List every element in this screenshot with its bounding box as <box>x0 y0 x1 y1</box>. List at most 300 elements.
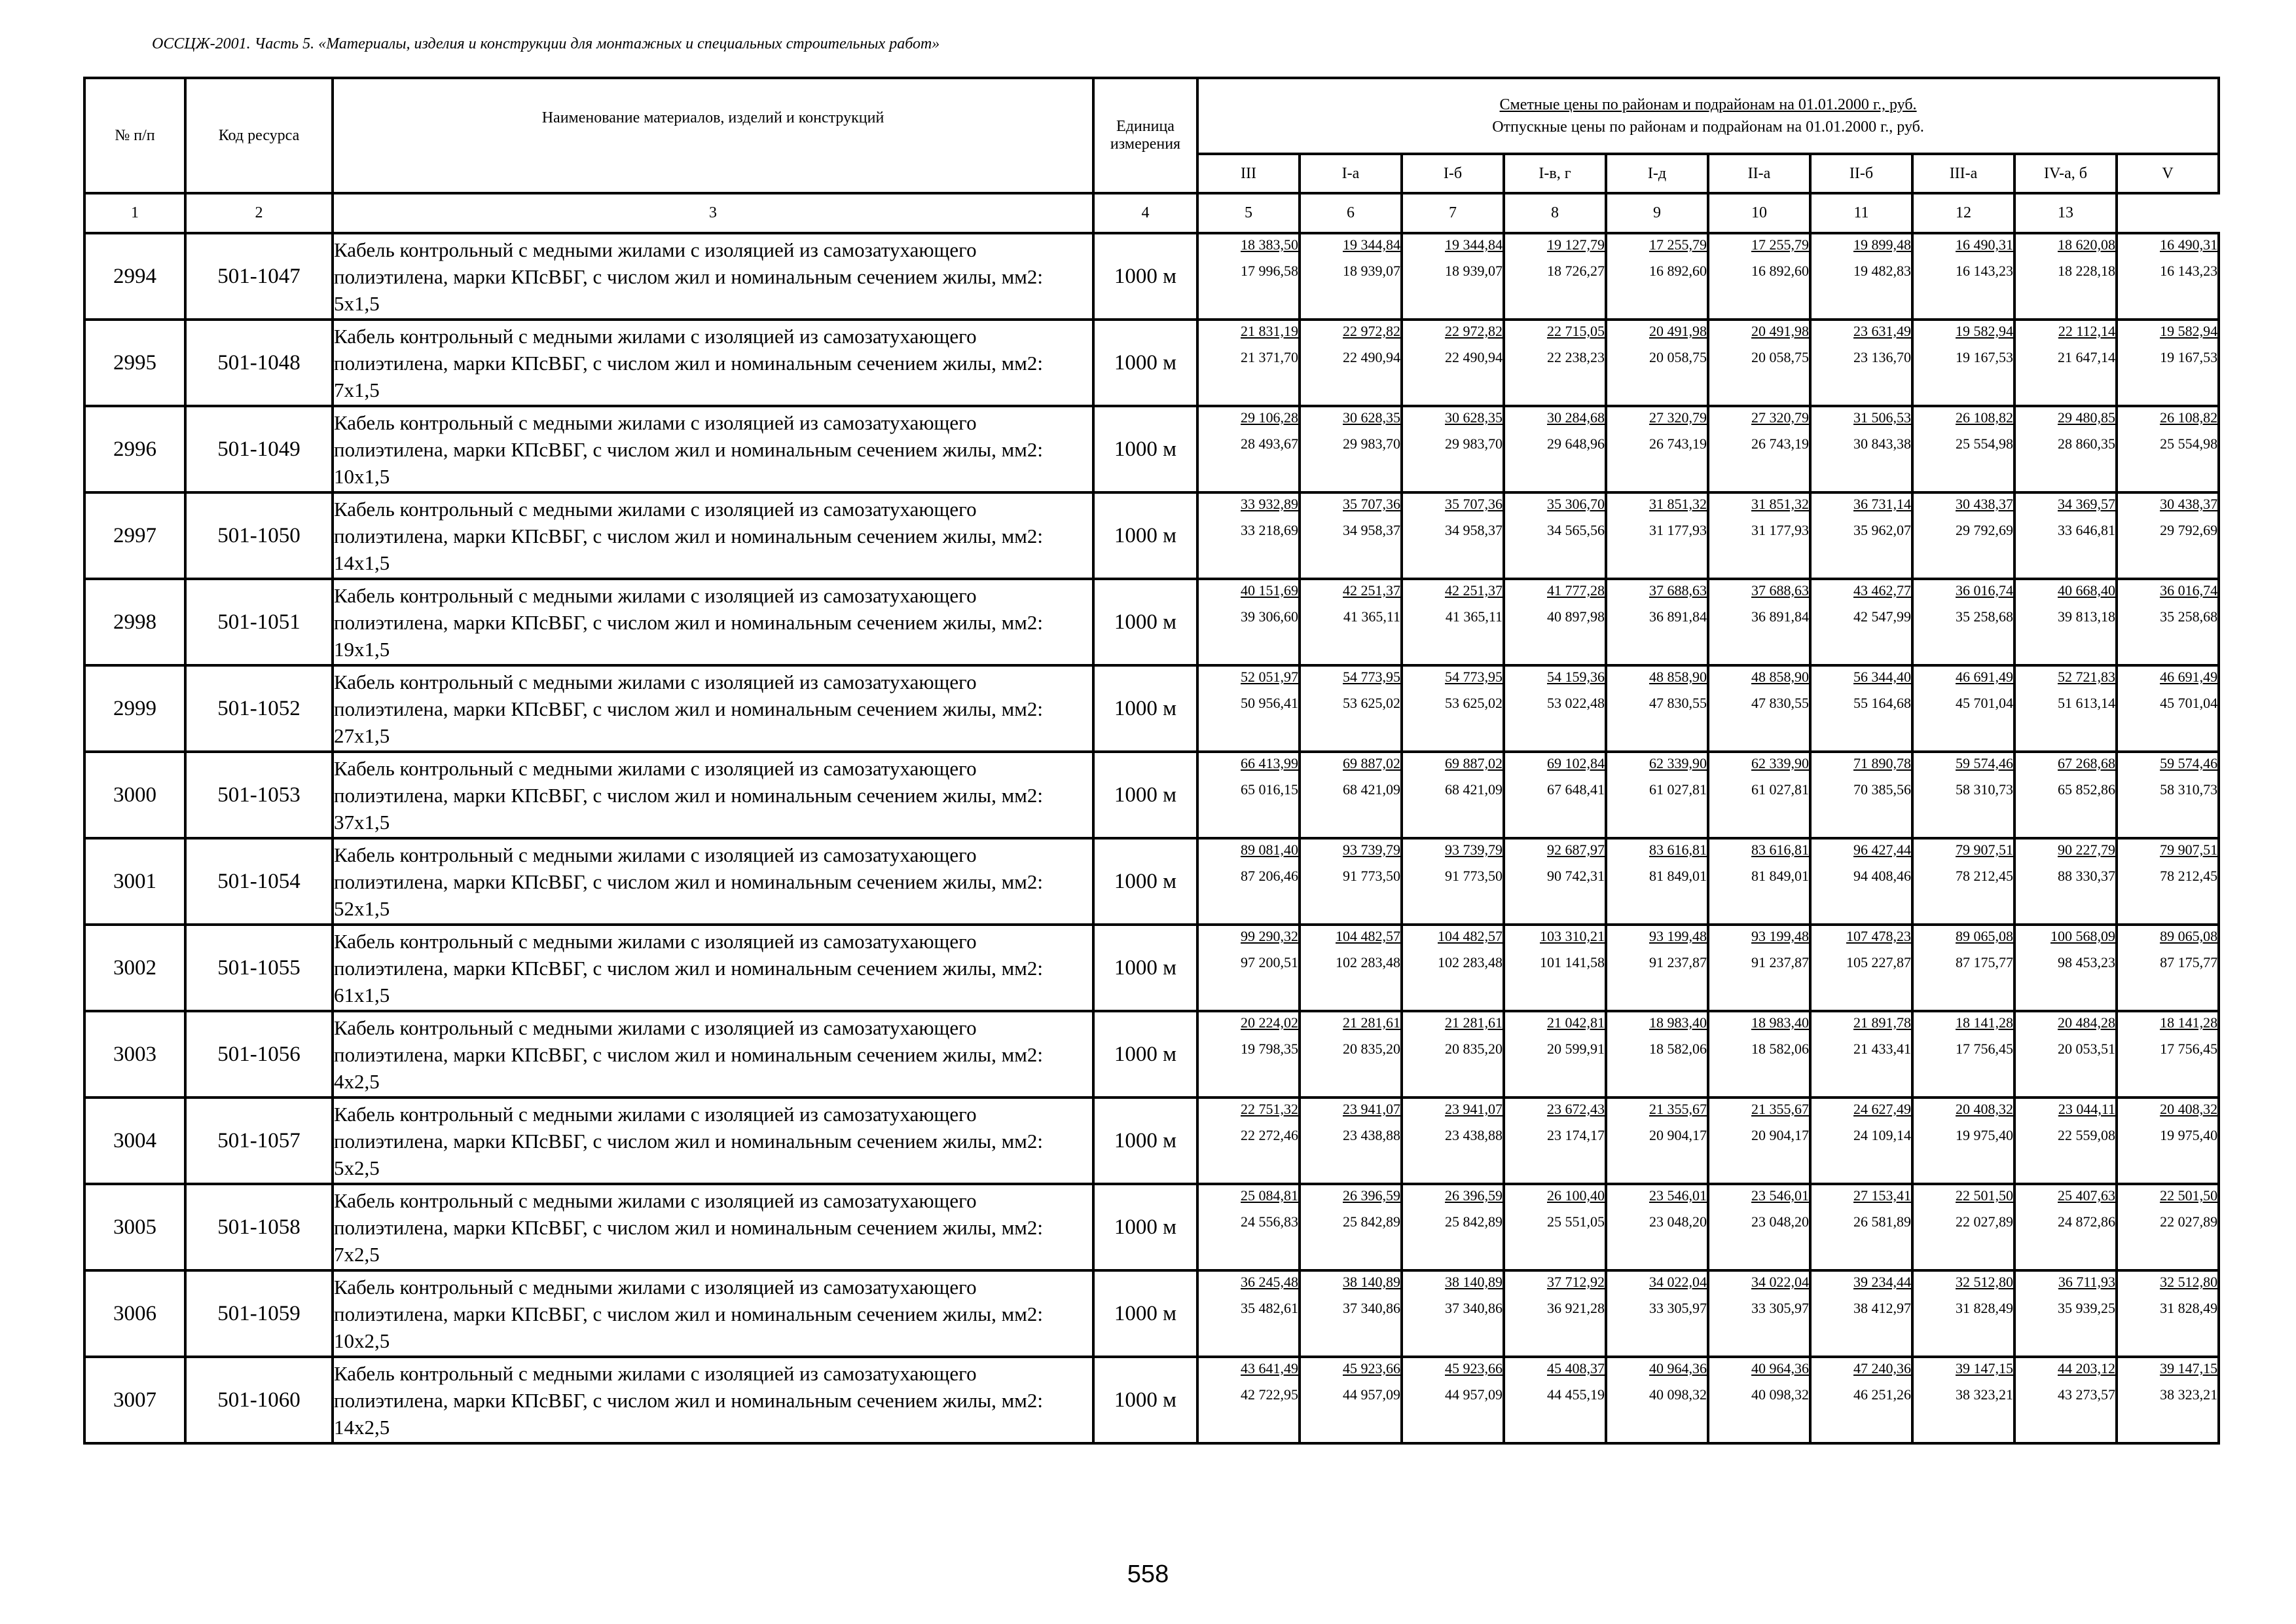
header-name: Наименование материалов, изделий и конструкций <box>333 78 1093 193</box>
estimated-price: 25 407,63 <box>2058 1187 2115 1204</box>
estimated-price: 27 153,41 <box>1853 1187 1911 1204</box>
estimated-price: 26 108,82 <box>2160 409 2218 426</box>
release-price: 24 556,83 <box>1241 1213 1298 1230</box>
price-cell <box>1912 752 2014 838</box>
price-cell <box>2014 233 2117 320</box>
release-price: 37 340,86 <box>1343 1300 1400 1316</box>
estimated-price: 45 923,66 <box>1343 1360 1400 1376</box>
price-cell <box>1708 1357 1810 1443</box>
release-price: 31 828,49 <box>1956 1300 2013 1316</box>
release-price: 16 892,60 <box>1649 263 1707 279</box>
estimated-price: 22 501,50 <box>2160 1187 2218 1204</box>
estimated-price: 33 932,89 <box>1241 496 1298 512</box>
header-unit: Единица измерения <box>1093 78 1197 193</box>
estimated-price: 54 159,36 <box>1547 669 1605 685</box>
price-cell <box>1504 320 1606 406</box>
price-cell <box>1810 1098 1912 1184</box>
estimated-price: 30 438,37 <box>1956 496 2013 512</box>
price-cell <box>1300 752 1402 838</box>
estimated-price: 22 972,82 <box>1445 323 1503 339</box>
estimated-price: 48 858,90 <box>1649 669 1707 685</box>
price-cell <box>1912 1011 2014 1098</box>
release-price: 23 048,20 <box>1649 1213 1707 1230</box>
price-cell <box>1606 1011 1708 1098</box>
estimated-price: 83 616,81 <box>1751 841 1809 858</box>
estimated-price: 45 408,37 <box>1547 1360 1605 1376</box>
estimated-price: 21 355,67 <box>1649 1101 1707 1117</box>
price-cell <box>1402 579 1504 665</box>
price-cell <box>1810 1270 1912 1357</box>
release-price: 53 022,48 <box>1547 695 1605 711</box>
estimated-price: 20 224,02 <box>1241 1014 1298 1031</box>
price-cell <box>1810 492 1912 579</box>
release-price: 30 843,38 <box>1853 435 1911 452</box>
price-cell <box>2014 406 2117 492</box>
release-price: 16 143,23 <box>2160 263 2218 279</box>
estimated-price: 18 383,50 <box>1241 236 1298 253</box>
estimated-price: 37 688,63 <box>1649 582 1707 599</box>
release-price: 21 371,70 <box>1241 349 1298 365</box>
estimated-price: 69 887,02 <box>1343 755 1400 771</box>
price-cell <box>2117 1098 2219 1184</box>
release-price: 19 167,53 <box>2160 349 2218 365</box>
price-cell <box>1197 1184 1300 1270</box>
price-cell <box>1708 492 1810 579</box>
price-cell <box>2014 1098 2117 1184</box>
estimated-price: 20 491,98 <box>1649 323 1707 339</box>
table-row <box>84 492 2219 579</box>
estimated-price: 23 546,01 <box>1751 1187 1809 1204</box>
release-price: 22 490,94 <box>1445 349 1503 365</box>
price-cell <box>2117 1184 2219 1270</box>
unit-of-measure: 1000 м <box>1093 1270 1197 1357</box>
price-cell <box>1606 1357 1708 1443</box>
release-price: 61 027,81 <box>1649 781 1707 798</box>
price-cell <box>1810 1011 1912 1098</box>
price-cell <box>1402 665 1504 752</box>
estimated-price: 93 199,48 <box>1751 928 1809 944</box>
release-price: 98 453,23 <box>2058 954 2115 970</box>
price-cell <box>1810 1184 1912 1270</box>
price-cell <box>1912 1270 2014 1357</box>
price-cell <box>1197 579 1300 665</box>
price-cell <box>1810 579 1912 665</box>
price-cell <box>1912 579 2014 665</box>
estimated-price: 35 707,36 <box>1445 496 1503 512</box>
release-price: 34 565,56 <box>1547 522 1605 538</box>
price-cell <box>1504 233 1606 320</box>
release-price: 87 175,77 <box>1956 954 2013 970</box>
page-number: 558 <box>1127 1560 1169 1588</box>
price-cell <box>1708 406 1810 492</box>
estimated-price: 93 199,48 <box>1649 928 1707 944</box>
release-price: 29 648,96 <box>1547 435 1605 452</box>
price-cell <box>1402 1011 1504 1098</box>
release-price: 25 554,98 <box>1956 435 2013 452</box>
table-row <box>84 320 2219 406</box>
estimated-price: 100 568,09 <box>2050 928 2115 944</box>
estimated-price: 19 582,94 <box>1956 323 2013 339</box>
estimated-price: 20 408,32 <box>1956 1101 2013 1117</box>
table-row <box>84 665 2219 752</box>
price-cell <box>1810 1357 1912 1443</box>
release-price: 28 860,35 <box>2058 435 2115 452</box>
release-price: 25 842,89 <box>1343 1213 1400 1230</box>
release-price: 65 852,86 <box>2058 781 2115 798</box>
header-prices <box>1197 78 2219 154</box>
price-cell <box>1402 838 1504 925</box>
price-cell <box>1197 406 1300 492</box>
price-cell <box>1810 752 1912 838</box>
release-price: 31 828,49 <box>2160 1300 2218 1316</box>
estimated-price: 19 127,79 <box>1547 236 1605 253</box>
estimated-price: 56 344,40 <box>1853 669 1911 685</box>
price-cell <box>2014 838 2117 925</box>
estimated-price: 29 480,85 <box>2058 409 2115 426</box>
estimated-price: 92 687,97 <box>1547 841 1605 858</box>
unit-of-measure: 1000 м <box>1093 1098 1197 1184</box>
estimated-price: 26 100,40 <box>1547 1187 1605 1204</box>
release-price: 16 892,60 <box>1751 263 1809 279</box>
price-cell <box>1606 320 1708 406</box>
price-cell <box>1810 406 1912 492</box>
release-price: 29 792,69 <box>1956 522 2013 538</box>
release-price: 78 212,45 <box>1956 868 2013 884</box>
region-header: III-а <box>1912 154 2014 193</box>
row-number: 3006 <box>84 1270 185 1357</box>
release-price: 40 897,98 <box>1547 608 1605 625</box>
release-price: 40 098,32 <box>1751 1386 1809 1403</box>
price-cell <box>1912 320 2014 406</box>
release-price: 33 305,97 <box>1751 1300 1809 1316</box>
price-cell <box>1708 665 1810 752</box>
row-number: 2994 <box>84 233 185 320</box>
price-cell <box>1402 752 1504 838</box>
estimated-price: 39 234,44 <box>1853 1274 1911 1290</box>
price-cell <box>1402 1357 1504 1443</box>
price-cell <box>1197 1011 1300 1098</box>
price-cell <box>1402 1270 1504 1357</box>
release-price: 23 438,88 <box>1445 1127 1503 1143</box>
release-price: 68 421,09 <box>1343 781 1400 798</box>
price-cell <box>1912 406 2014 492</box>
release-price: 29 983,70 <box>1343 435 1400 452</box>
estimated-price: 22 112,14 <box>2058 323 2115 339</box>
price-cell <box>1912 233 2014 320</box>
estimated-price: 59 574,46 <box>2160 755 2218 771</box>
resource-code: 501-1055 <box>185 925 333 1011</box>
release-price: 87 206,46 <box>1241 868 1298 884</box>
estimated-price: 36 731,14 <box>1853 496 1911 512</box>
price-cell <box>1300 233 1402 320</box>
column-number: 13 <box>2014 193 2117 233</box>
material-name: Кабель контрольный с медными жилами с изоляцией из самозатухающего полиэтилена, марки КПсВБГ, с числом жил и номинальным сечением жилы, мм2: 7х1,5 <box>333 320 1093 406</box>
material-name: Кабель контрольный с медными жилами с изоляцией из самозатухающего полиэтилена, марки КПсВБГ, с числом жил и номинальным сечением жилы, мм2: 14х2,5 <box>333 1357 1093 1443</box>
release-price: 35 482,61 <box>1241 1300 1298 1316</box>
unit-of-measure: 1000 м <box>1093 752 1197 838</box>
release-price: 20 058,75 <box>1649 349 1707 365</box>
estimated-price: 46 691,49 <box>1956 669 2013 685</box>
unit-of-measure: 1000 м <box>1093 838 1197 925</box>
estimated-price: 46 691,49 <box>2160 669 2218 685</box>
release-price: 25 842,89 <box>1445 1213 1503 1230</box>
header-resource-code: Код ресурса <box>185 78 333 193</box>
estimated-price: 104 482,57 <box>1336 928 1400 944</box>
price-cell <box>2117 1357 2219 1443</box>
release-price: 58 310,73 <box>1956 781 2013 798</box>
price-cell <box>2014 1184 2117 1270</box>
row-number: 3000 <box>84 752 185 838</box>
region-header: I-а <box>1300 154 1402 193</box>
release-price: 39 813,18 <box>2058 608 2115 625</box>
release-price: 26 743,19 <box>1751 435 1809 452</box>
price-cell <box>1504 1270 1606 1357</box>
estimated-price: 24 627,49 <box>1853 1101 1911 1117</box>
price-cell <box>2014 1270 2117 1357</box>
release-price: 90 742,31 <box>1547 868 1605 884</box>
estimated-price: 17 255,79 <box>1751 236 1809 253</box>
price-cell <box>2117 752 2219 838</box>
release-price: 55 164,68 <box>1853 695 1911 711</box>
estimated-price: 27 320,79 <box>1649 409 1707 426</box>
release-price: 61 027,81 <box>1751 781 1809 798</box>
estimated-price: 18 141,28 <box>2160 1014 2218 1031</box>
estimated-price: 21 042,81 <box>1547 1014 1605 1031</box>
release-price: 81 849,01 <box>1751 868 1809 884</box>
price-cell <box>1402 320 1504 406</box>
price-cell <box>1606 406 1708 492</box>
estimated-price: 36 711,93 <box>2058 1274 2115 1290</box>
price-cell <box>1708 752 1810 838</box>
price-cell <box>1504 492 1606 579</box>
price-cell <box>1708 1270 1810 1357</box>
price-cell <box>1810 925 1912 1011</box>
unit-of-measure: 1000 м <box>1093 579 1197 665</box>
estimated-price: 36 016,74 <box>2160 582 2218 599</box>
region-header: IV-а, б <box>2014 154 2117 193</box>
material-name: Кабель контрольный с медными жилами с изоляцией из самозатухающего полиэтилена, марки КПсВБГ, с числом жил и номинальным сечением жилы, мм2: 27х1,5 <box>333 665 1093 752</box>
release-price: 24 872,86 <box>2058 1213 2115 1230</box>
release-price: 67 648,41 <box>1547 781 1605 798</box>
estimated-price: 27 320,79 <box>1751 409 1809 426</box>
release-price: 37 340,86 <box>1445 1300 1503 1316</box>
release-price: 42 547,99 <box>1853 608 1911 625</box>
row-number: 3004 <box>84 1098 185 1184</box>
estimated-price: 23 546,01 <box>1649 1187 1707 1204</box>
price-cell <box>1708 838 1810 925</box>
release-price: 31 177,93 <box>1751 522 1809 538</box>
release-price: 33 218,69 <box>1241 522 1298 538</box>
region-header: I-в, г <box>1504 154 1606 193</box>
release-price: 20 904,17 <box>1649 1127 1707 1143</box>
table-row <box>84 1011 2219 1098</box>
estimated-price: 93 739,79 <box>1343 841 1400 858</box>
release-price: 91 237,87 <box>1649 954 1707 970</box>
release-price: 16 143,23 <box>1956 263 2013 279</box>
estimated-price: 93 739,79 <box>1445 841 1503 858</box>
release-price: 20 904,17 <box>1751 1127 1809 1143</box>
price-cell <box>2014 752 2117 838</box>
price-cell <box>1504 579 1606 665</box>
price-cell <box>1708 320 1810 406</box>
price-cell <box>1300 1270 1402 1357</box>
price-cell <box>1912 1098 2014 1184</box>
table-row <box>84 406 2219 492</box>
release-price: 20 835,20 <box>1445 1041 1503 1057</box>
table-row <box>84 752 2219 838</box>
release-price: 81 849,01 <box>1649 868 1707 884</box>
estimated-price: 43 641,49 <box>1241 1360 1298 1376</box>
release-price: 33 305,97 <box>1649 1300 1707 1316</box>
release-price: 25 554,98 <box>2160 435 2218 452</box>
release-price: 45 701,04 <box>2160 695 2218 711</box>
estimated-price: 62 339,90 <box>1751 755 1809 771</box>
estimated-price: 23 631,49 <box>1853 323 1911 339</box>
price-cell <box>1606 1184 1708 1270</box>
release-price: 65 016,15 <box>1241 781 1298 798</box>
release-price: 17 996,58 <box>1241 263 1298 279</box>
release-price: 18 582,06 <box>1751 1041 1809 1057</box>
release-price: 18 228,18 <box>2058 263 2115 279</box>
release-price: 101 141,58 <box>1540 954 1605 970</box>
price-cell <box>1708 1098 1810 1184</box>
estimated-price: 29 106,28 <box>1241 409 1298 426</box>
release-price: 22 490,94 <box>1343 349 1400 365</box>
release-price: 51 613,14 <box>2058 695 2115 711</box>
estimated-price: 40 151,69 <box>1241 582 1298 599</box>
estimated-price: 32 512,80 <box>2160 1274 2218 1290</box>
resource-code: 501-1059 <box>185 1270 333 1357</box>
release-price: 18 726,27 <box>1547 263 1605 279</box>
unit-of-measure: 1000 м <box>1093 1357 1197 1443</box>
row-number: 3002 <box>84 925 185 1011</box>
estimated-price: 59 574,46 <box>1956 755 2013 771</box>
release-price: 22 272,46 <box>1241 1127 1298 1143</box>
material-name: Кабель контрольный с медными жилами с изоляцией из самозатухающего полиэтилена, марки КПсВБГ, с числом жил и номинальным сечением жилы, мм2: 37х1,5 <box>333 752 1093 838</box>
release-price: 20 599,91 <box>1547 1041 1605 1057</box>
release-price: 102 283,48 <box>1438 954 1503 970</box>
column-number: 6 <box>1300 193 1402 233</box>
release-price: 97 200,51 <box>1241 954 1298 970</box>
release-price: 38 323,21 <box>1956 1386 2013 1403</box>
release-price: 53 625,02 <box>1343 695 1400 711</box>
estimated-price: 26 108,82 <box>1956 409 2013 426</box>
estimated-price: 54 773,95 <box>1343 669 1400 685</box>
release-price: 19 482,83 <box>1853 263 1911 279</box>
estimated-price: 16 490,31 <box>1956 236 2013 253</box>
estimated-price: 31 851,32 <box>1751 496 1809 512</box>
estimated-price: 20 484,28 <box>2058 1014 2115 1031</box>
release-price: 18 939,07 <box>1343 263 1400 279</box>
estimated-price: 22 751,32 <box>1241 1101 1298 1117</box>
release-price: 39 306,60 <box>1241 608 1298 625</box>
price-cell <box>1300 1357 1402 1443</box>
release-price: 42 722,95 <box>1241 1386 1298 1403</box>
price-cell <box>1300 1011 1402 1098</box>
release-price: 26 743,19 <box>1649 435 1707 452</box>
price-cell <box>1197 1357 1300 1443</box>
estimated-price: 43 462,77 <box>1853 582 1911 599</box>
unit-of-measure: 1000 м <box>1093 492 1197 579</box>
release-price: 35 258,68 <box>2160 608 2218 625</box>
release-price: 36 891,84 <box>1649 608 1707 625</box>
release-price: 36 891,84 <box>1751 608 1809 625</box>
price-cell <box>1912 925 2014 1011</box>
price-cell <box>1606 925 1708 1011</box>
estimated-price: 39 147,15 <box>2160 1360 2218 1376</box>
region-header: II-а <box>1708 154 1810 193</box>
estimated-price: 36 245,48 <box>1241 1274 1298 1290</box>
release-price: 33 646,81 <box>2058 522 2115 538</box>
estimated-price: 40 964,36 <box>1751 1360 1809 1376</box>
column-number: 11 <box>1810 193 1912 233</box>
estimated-price: 34 022,04 <box>1649 1274 1707 1290</box>
price-cell <box>1300 320 1402 406</box>
estimated-price: 26 396,59 <box>1445 1187 1503 1204</box>
row-number: 2997 <box>84 492 185 579</box>
estimated-price: 99 290,32 <box>1241 928 1298 944</box>
estimated-price: 40 668,40 <box>2058 582 2115 599</box>
price-cell <box>1402 1098 1504 1184</box>
price-cell <box>1197 492 1300 579</box>
header-estimated-prices: Сметные цены по районам и подрайонам на 01.01.2000 г., руб. <box>1499 96 1917 113</box>
row-number: 3001 <box>84 838 185 925</box>
release-price: 34 958,37 <box>1445 522 1503 538</box>
price-cell <box>2014 1011 2117 1098</box>
price-cell <box>1810 838 1912 925</box>
material-name: Кабель контрольный с медными жилами с изоляцией из самозатухающего полиэтилена, марки КПсВБГ, с числом жил и номинальным сечением жилы, мм2: 5х1,5 <box>333 233 1093 320</box>
table-row <box>84 925 2219 1011</box>
column-number: 4 <box>1093 193 1197 233</box>
price-cell <box>1708 925 1810 1011</box>
resource-code: 501-1056 <box>185 1011 333 1098</box>
release-price: 23 174,17 <box>1547 1127 1605 1143</box>
release-price: 78 212,45 <box>2160 868 2218 884</box>
price-cell <box>1300 579 1402 665</box>
release-price: 45 701,04 <box>1956 695 2013 711</box>
estimated-price: 79 907,51 <box>2160 841 2218 858</box>
price-cell <box>1912 492 2014 579</box>
region-header: III <box>1197 154 1300 193</box>
estimated-price: 25 084,81 <box>1241 1187 1298 1204</box>
estimated-price: 69 102,84 <box>1547 755 1605 771</box>
material-name: Кабель контрольный с медными жилами с изоляцией из самозатухающего полиэтилена, марки КПсВБГ, с числом жил и номинальным сечением жилы, мм2: 19х1,5 <box>333 579 1093 665</box>
price-cell <box>1606 233 1708 320</box>
price-cell <box>1504 406 1606 492</box>
estimated-price: 52 721,83 <box>2058 669 2115 685</box>
release-price: 58 310,73 <box>2160 781 2218 798</box>
release-price: 29 792,69 <box>2160 522 2218 538</box>
unit-of-measure: 1000 м <box>1093 1011 1197 1098</box>
column-number: 1 <box>84 193 185 233</box>
price-cell <box>1402 233 1504 320</box>
release-price: 21 647,14 <box>2058 349 2115 365</box>
estimated-price: 90 227,79 <box>2058 841 2115 858</box>
estimated-price: 83 616,81 <box>1649 841 1707 858</box>
column-number: 8 <box>1504 193 1606 233</box>
release-price: 25 551,05 <box>1547 1213 1605 1230</box>
release-price: 23 438,88 <box>1343 1127 1400 1143</box>
estimated-price: 30 284,68 <box>1547 409 1605 426</box>
row-number: 2999 <box>84 665 185 752</box>
header-row-number: № п/п <box>84 78 185 193</box>
release-price: 47 830,55 <box>1649 695 1707 711</box>
price-cell <box>2014 579 2117 665</box>
estimated-price: 104 482,57 <box>1438 928 1503 944</box>
row-number: 3007 <box>84 1357 185 1443</box>
region-header: II-б <box>1810 154 1912 193</box>
release-price: 91 773,50 <box>1445 868 1503 884</box>
